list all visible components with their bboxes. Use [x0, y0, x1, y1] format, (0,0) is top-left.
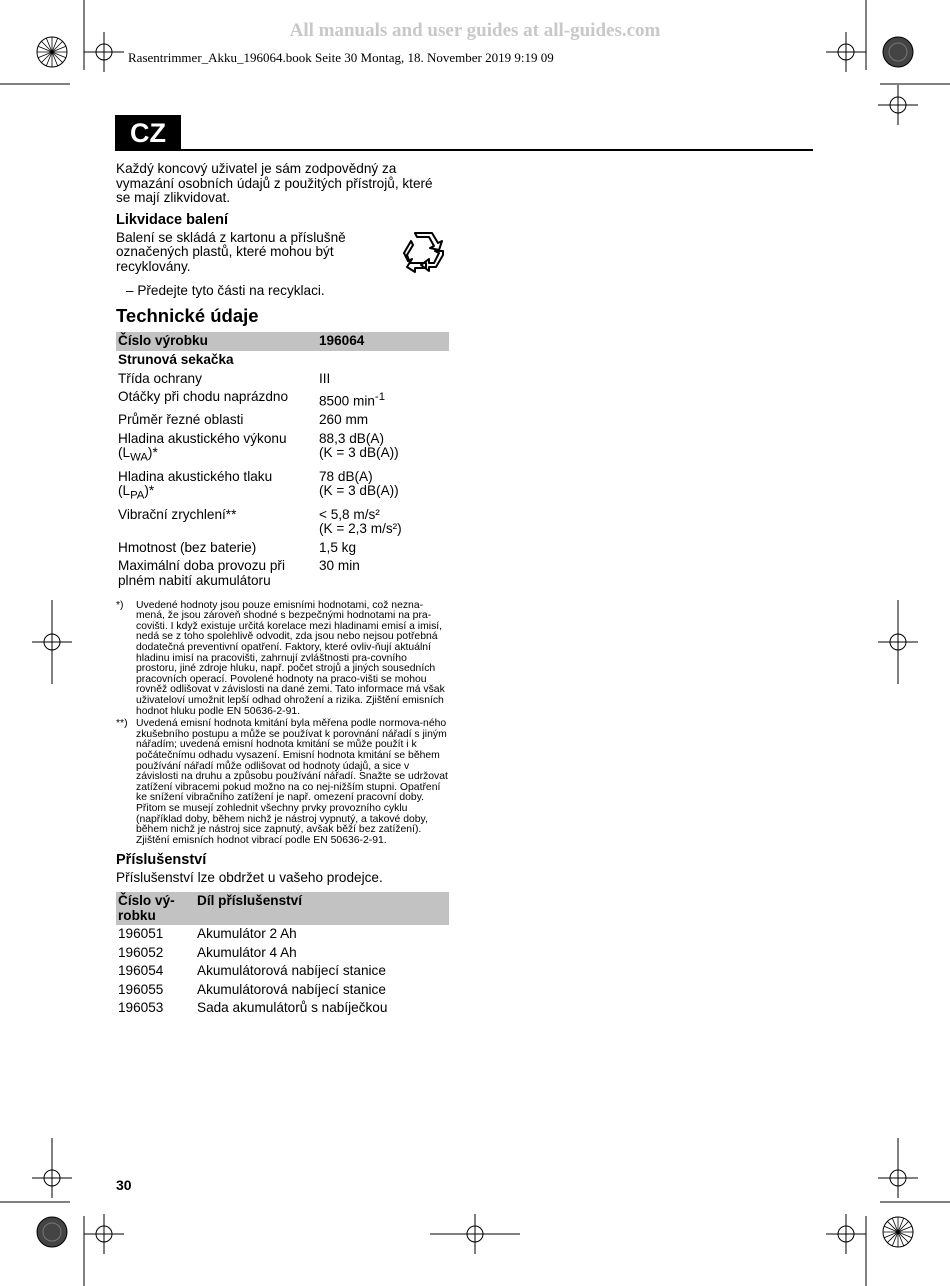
technical-table-header: [116, 332, 449, 351]
crosshair-right-bottom: [878, 1138, 918, 1198]
crosshair-bottom-left: [84, 1214, 124, 1254]
packaging-heading: Likvidace balení: [116, 211, 229, 228]
footnote: **) Uvedená emisní hodnota kmitání byla měřena podle normova-ného zkušebního postupu a může se používat k porovnání nářadí s jiným nářadím; uvedená emisní hodnota kmitání se může použít i k počátečnímu odhadu vysazení. Emisní hodnota kmitání se během používání nářadí může odlišovat od hodnoty údajů, a sice v závislosti na druhu a způsobu používání nářadí. Snažte se udržovat zatížení vibracemi pokud možno na co nej-nižším stupni. Opatření ke snížení vibračního zatížení je např. omezení pracovní doby. Přitom se musejí zohlednit všechny prvky provozního cyklu (například doby, během nichž je nástroj vypnutý, a takové doby, během nichž je nástroj sice zapnutý, avšak běží bez zatížení). Zjištění emisních hodnot vibrací podle EN 50636-2-91.: [116, 718, 448, 846]
technical-subheading-row: [116, 351, 449, 370]
table-row: Vibrační zrychlení** < 5,8 m/s² (K = 2,3 m/s²): [118, 506, 402, 537]
packaging-section: [116, 231, 449, 281]
language-badge: CZ: [115, 115, 181, 151]
accessories-intro: Příslušenství lze obdržet u vašeho prodejce.: [116, 870, 383, 886]
header-rule: [181, 149, 813, 151]
table-row: 196051 Akumulátor 2 Ah: [118, 926, 297, 942]
accessories-table: [116, 892, 449, 1018]
footnote: *) Uvedené hodnoty jsou pouze emisními hodnotami, což nezna-mená, že jsou zároveň shodné s bezpečnými hodnotami na pra-covišti. I když existuje určitá korelace mezi hladinami emisí a imisí, nedá se z toho spolehlivě odvodit, zda jsou nebo nejsou potřebná dodatečná preventivní opatření. Faktory, které ovliv-ňují aktuální hladinu imisí na pracovišti, zahrnují zvláštnosti pra-covního prostoru, jiné zdroje hluku, např. počet strojů a jiných sousedních pracovních operací. Povolené hodnoty na praco-višti se mohou rovněž odlišovat v závislosti na dané zemi. Tato informace má však uživateloví umožnit lepší odhad ohrožení a rizika. Zjištění emisních hodnot hluku podle EN 50636-2-91.: [116, 599, 445, 717]
table-row: 196054 Akumulátorová nabíjecí stanice: [118, 963, 386, 979]
crosshair-bottom-center: [430, 1214, 520, 1254]
crosshair-bottom-right: [826, 1214, 866, 1254]
technical-heading: Technické údaje: [116, 305, 259, 327]
col-number-header: Číslo vý-robku: [116, 892, 195, 925]
table-row: Třída ochrany III: [118, 370, 331, 386]
registration-mark-top-right: [883, 37, 913, 67]
technical-table: [116, 332, 449, 590]
packaging-dash-item: – Předejte tyto části na recyklaci.: [126, 282, 325, 298]
registration-mark-top-left: [37, 37, 67, 67]
packaging-text: Balení se skládá z kartonu a příslušně označených plastů, které mohou být recyklovány.: [116, 229, 346, 274]
table-row: Hmotnost (bez baterie) 1,5 kg: [118, 539, 357, 555]
book-line: Rasentrimmer_Akku_196064.book Seite 30 Montag, 18. November 2019 9:19 09: [128, 50, 554, 65]
crosshair-left-mid: [32, 600, 72, 684]
accessories-table-header: [116, 892, 449, 925]
crosshair-right-mid: [878, 600, 918, 684]
accessories-heading: Příslušenství: [116, 852, 207, 869]
table-row: Průměr řezné oblasti 260 mm: [118, 412, 369, 428]
crosshair-left-bottom: [32, 1138, 72, 1198]
intro-text: Každý koncový uživatel je sám zodpovědný za vymazání osobních údajů z použitých přístrojů, které se mají zlikvidovat.: [116, 161, 433, 206]
registration-mark-bottom-right: [883, 1217, 913, 1247]
recycle-icon: [399, 231, 449, 281]
technical-subheading: Strunová sekačka: [118, 351, 234, 367]
crosshair-top-left: [84, 32, 124, 72]
page-number: 30: [116, 1177, 132, 1193]
watermark: All manuals and user guides at all-guides.com: [289, 20, 661, 41]
col-part-header: Díl příslušenství: [195, 892, 449, 925]
table-row: 196055 Akumulátorová nabíjecí stanice: [118, 981, 386, 997]
table-row: 196053 Sada akumulátorů s nabíječkou: [118, 1000, 388, 1016]
table-row: 196052 Akumulátor 4 Ah: [118, 944, 297, 960]
header-value: 196064: [317, 332, 449, 351]
header-label: Číslo výrobku: [116, 332, 317, 351]
main-column: [116, 162, 449, 1018]
footnotes: [116, 601, 449, 847]
table-row: Hladina akustického tlaku $(L_{PA})*$ 78 dB(A) (K = 3 dB(A)): [118, 468, 399, 503]
table-row: Otáčky při chodu naprázdno 8500 $\min^{-1}$: [118, 389, 385, 409]
table-row: Maximální doba provozu při plném nabití akumulátoru 30 min: [118, 558, 360, 589]
crosshair-top-right: [826, 32, 866, 72]
table-row: Hladina akustického výkonu $(L_{WA})*$ 88,3 dB(A) (K = 3 dB(A)): [118, 430, 399, 465]
crosshair-right-top: [878, 85, 918, 125]
registration-mark-bottom-left: [37, 1217, 67, 1247]
